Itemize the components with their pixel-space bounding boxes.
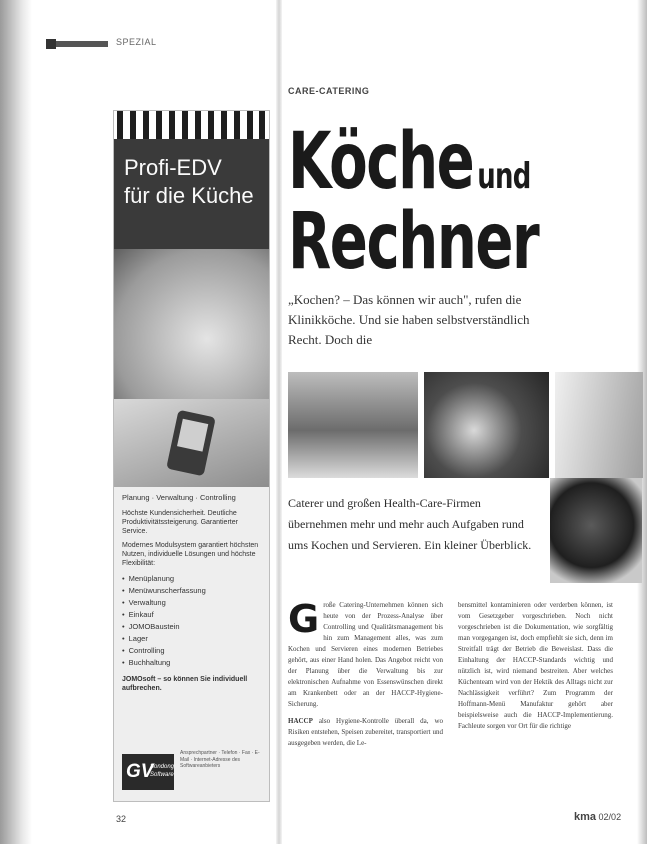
title-word-1: Köche [288,117,474,207]
magazine-name: kma [574,811,597,823]
ad-footer [122,746,262,794]
ad-photo-handheld-device [114,399,269,487]
paragraph-text: roße Catering-Unternehmen können sich heute von der Prozess-Analyse über Controlling und Qualitätsmanagement bis hin zum Management alles, was zum Kochen und Servieren eines modernen Betriebes gehört, aus einer Hand holen. Das Angebot reicht von der Planung über die Verwaltung bis zur elektronischen Aufnahme von Essenswünschen direkt am Krankenbett oder an der HACCP-Hygiene-Sicherung. [288,601,443,708]
list-item: • Menüwunscherfassung [122,585,262,597]
paragraph [288,597,443,710]
photo-chefs [288,372,418,478]
title-word-2: Rechner [288,197,539,287]
ad-photo-nurse-patient [114,249,269,399]
magazine-folio [574,811,621,823]
logo-text [150,763,174,779]
ad-headline-box [114,139,269,249]
page-number: 32 [116,814,127,824]
ad-tagline: JOMOsoft – so können Sie individuell aufbrechen. [122,676,248,692]
page-fold [276,0,282,844]
ad-text-2: Modernes Modulsystem garantiert höchsten Nutzen, individuelle Lösungen und höchste Flexibilität: [122,542,259,567]
logo-initials: GV [126,761,154,782]
ad-headline-line-2: für die Küche [124,183,254,208]
paragraph [288,716,443,749]
ad-stripe-pattern [114,111,269,139]
software-advertisement [113,110,270,802]
ad-contact-address: Ansprechpartner · Telefon · Fax · E-Mail · Internet-Adresse des Softwareanbieters [180,750,260,769]
section-marker-bar [46,41,108,47]
pda-device-icon [166,410,216,477]
list-item: • Verwaltung [122,597,262,609]
company-logo [122,754,174,790]
ad-body [122,509,262,693]
paragraph-text: also Hygiene-Kontrolle überall da, wo Risiken entstehen, Speisen zubereitet, transportiert und ausgegeben werden, die Le- [288,717,443,747]
list-item: • Einkauf [122,609,262,621]
list-item: • Buchhaltung [122,657,262,669]
body-column-1 [288,597,443,755]
list-item: • JOMOBaustein [122,621,262,633]
ad-text-1: Höchste Kundensicherheit. Deutliche Produktivitätssteigerung. Garantierter Service. [122,510,238,535]
issue-number: 02/02 [598,812,622,822]
photo-apple [550,478,642,583]
page-gutter-left [0,0,32,844]
title-and: und [477,156,531,197]
photo-vegetables [424,372,549,478]
list-item: • Lager [122,633,262,645]
list-item: • Controlling [122,645,262,657]
photo-strip [288,372,643,478]
paragraph-text: bensmittel kontaminieren oder verderben können, ist vom Gesetzgeber vorgeschrieben. Noch nicht vorgeschrieben ist die Dokumentation, wie sorgfältig man vorgegangen ist, doch empfiehlt sie sich, denn im Streitfall trägt der Betrieb die Beweislast. Dass die Einhaltung der HACCP-Standards wichtig und nützlich ist, wird niemand bestreiten. Aber welches Küchenteam wird von der Hektik des Alltags nicht zur Nachlässigkeit verführt? Zum Programm der Hoffmann-Menü Manufaktur gehört aber beispielsweise auch die HACCP-Implementierung. Fachleute sorgen vor Ort für die richtige [458,601,613,730]
list-item: • Menüplanung [122,573,262,585]
photo-glass-of-milk [555,372,643,478]
paragraph-lead-in: HACCP [288,717,313,725]
article-rubric: CARE-CATERING [288,86,370,96]
logo-line-2: Software [150,772,174,778]
logo-line-1: Sondong [150,764,175,770]
ad-headline-line-1: Profi-EDV [124,155,222,180]
ad-feature-list [122,573,262,669]
article-intro: Caterer und großen Health-Care-Firmen übernehmen mehr und mehr auch Aufgaben rund ums Kochen und Servieren. Ein kleiner Überblick. [288,496,532,552]
section-label: SPEZIAL [116,37,157,47]
drop-cap: G [288,597,320,641]
article-title [288,117,539,287]
article-lead: „Kochen? – Das können wir auch", rufen die Klinikköche. Und sie haben selbstverständlich Recht. Doch die [288,292,530,347]
ad-tabs: Planung · Verwaltung · Controlling [122,493,236,502]
body-column-2 [458,600,613,738]
